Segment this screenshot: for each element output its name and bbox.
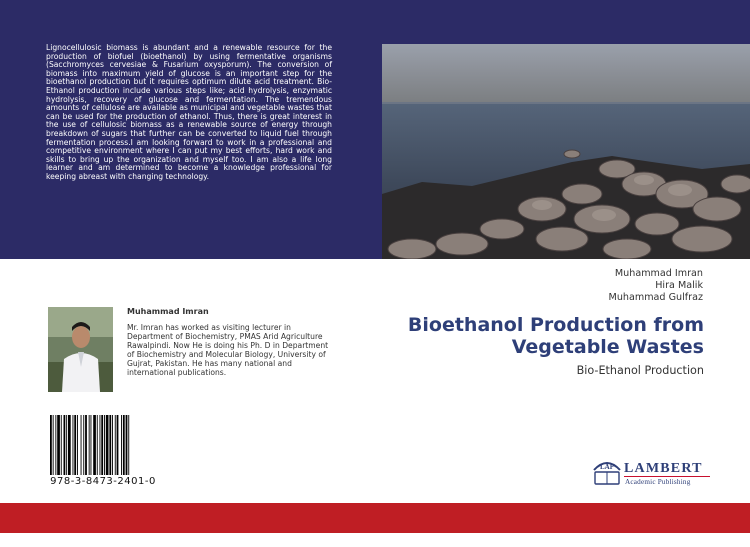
- publisher-subtitle: Academic Publishing: [625, 478, 691, 486]
- publisher-emblem-icon: [591, 458, 623, 488]
- front-author-1: Muhammad Imran: [614, 268, 703, 279]
- barcode-bar: [64, 415, 66, 475]
- barcode-bar: [66, 415, 67, 475]
- barcode-bar: [117, 415, 119, 475]
- barcode-bar: [100, 415, 101, 475]
- book-title-line-1: Bioethanol Production from: [407, 314, 704, 336]
- barcode-bar: [101, 415, 103, 475]
- barcode-bar: [74, 415, 76, 475]
- bottom-band: [0, 503, 750, 533]
- front-author-2: Hira Malik: [655, 280, 703, 292]
- barcode-bar: [77, 415, 78, 475]
- barcode-bar: [104, 415, 105, 475]
- barcode-bar: [50, 415, 52, 475]
- barcode-bar: [97, 415, 98, 475]
- barcode-bar: [115, 415, 116, 475]
- barcode-bar: [55, 415, 56, 475]
- author-bio: Mr. Imran has worked as visiting lecturer in Department of Biochemistry, PMAS Arid Agriculture Rawalpindi. Now He is doing his Ph. D in Department of Biochemistry and Molecular Biology, University of Gujrat, Pakistan. He has many national and international publications.: [127, 323, 329, 378]
- isbn-number: 978-3-8473-2401-0: [50, 476, 156, 487]
- barcode-bar: [128, 415, 129, 475]
- barcode-bar: [57, 415, 60, 475]
- book-subtitle: Bio-Ethanol Production: [576, 364, 704, 377]
- barcode-bar: [68, 415, 71, 475]
- publisher-name: LAMBERT: [624, 461, 703, 476]
- front-author-3: Muhammad Gulfraz: [608, 292, 703, 304]
- barcode-bar: [126, 415, 128, 475]
- barcode-bar: [106, 415, 109, 475]
- book-title-line-2: Vegetable Wastes: [511, 336, 704, 358]
- back-author-name: Muhammad Imran: [127, 307, 209, 316]
- barcode-bar: [93, 415, 96, 475]
- publisher-divider: [624, 476, 710, 477]
- back-cover-blurb: Lignocellulosic biomass is abundant and a renewable resource for the production of biofuel (bioethanol) by using fermentative organisms (Sacchromyces cervesiae & Fusarium oxysporum). The conversion of biomass into maximum yield of glucose is an important step for the bioethanol production but it requires optimum dilute acid treatment. Bio-Ethanol production include various steps like; acid hydrolysis, enzymatic hydrolysis, recovery of glucose and fermentation. The tremendous amounts of cellulose are available as municipal and vegetable wastes that can be used for the production of ethanol. Thus, there is great interest in the use of cellulosic biomass as a renewable source of energy through breakdown of sugars that further can be converted to liquid fuel through fermentation process.I am looking forward to work in a professional and competitive environment where I can put my best efforts, hard work and skills to bring up the organization and myself too. I am also a life long learner and am determined to become a knowledge professional for keeping abreast with changing technology.: [46, 43, 332, 181]
- isbn-barcode: [48, 415, 158, 475]
- front-authors: [609, 268, 703, 305]
- barcode-bar: [123, 415, 125, 475]
- publisher-logo: [591, 458, 711, 490]
- barcode-bar: [112, 415, 113, 475]
- publisher-emblem-text: LAP: [600, 463, 614, 471]
- barcode-bar: [83, 415, 84, 475]
- author-photo: [48, 307, 113, 392]
- barcode-bar: [85, 415, 87, 475]
- cover-photo-rocky-shore: [382, 44, 750, 259]
- barcode-bar: [89, 415, 90, 475]
- barcode-bar: [53, 415, 54, 475]
- barcode-bar: [61, 415, 62, 475]
- barcode-bar: [121, 415, 122, 475]
- barcode-bar: [81, 415, 82, 475]
- barcode-bar: [73, 415, 74, 475]
- book-title: [384, 314, 704, 358]
- barcode-bar: [91, 415, 92, 475]
- barcode-bar: [109, 415, 111, 475]
